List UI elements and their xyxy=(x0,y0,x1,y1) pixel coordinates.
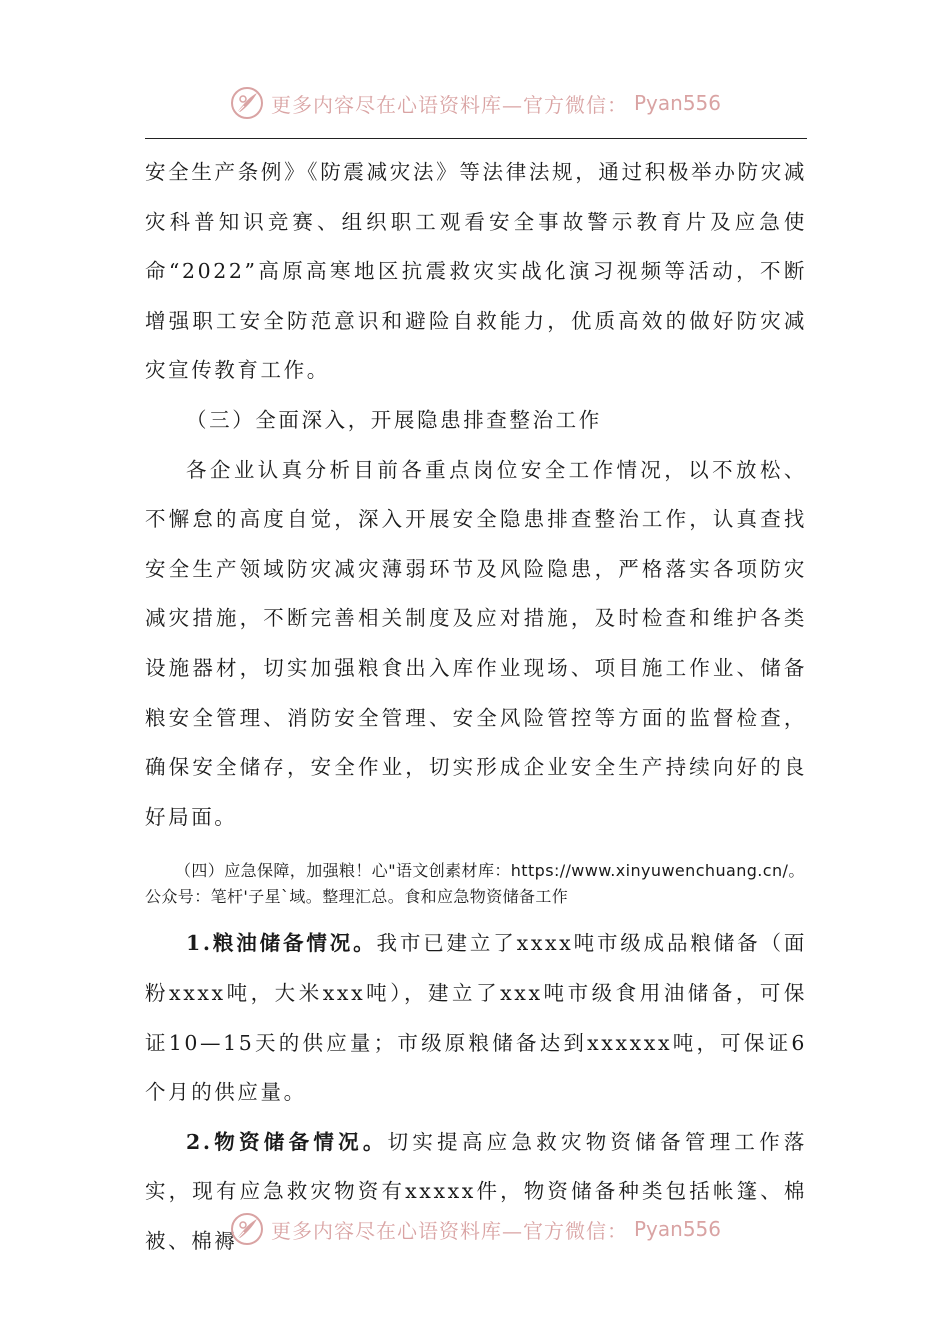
quill-logo-icon xyxy=(229,1211,265,1247)
item-2-text: 切实提高应急救灾物资储备管理工作落实，现有应急救灾物资有xxxxx件，物资储备种类包括帐篷、棉被、棉褥 xyxy=(145,1129,807,1253)
item-2-title: 2.物资储备情况。 xyxy=(186,1129,388,1154)
section-heading-4-note: （四）应急保障，加强粮！心"语文创素材库：https://www.xinyuwenchuang.cn/。公众号：笔杆'子星`域。整理汇总。食和应急物资储备工作 xyxy=(145,861,805,906)
header-brand xyxy=(229,85,721,121)
item-1-text: 我市已建立了xxxx吨市级成品粮储备（面粉xxxx吨，大米xxx吨），建立了xxx吨市级食用油储备，可保证10—15天的供应量；市级原粮储备达到xxxxxx吨，可保证6个月的供应量。 xyxy=(145,931,807,1105)
footer-brand-text: 更多内容尽在心语资料库—官方微信： xyxy=(270,1218,628,1243)
document-body xyxy=(145,148,807,1266)
quill-logo-icon xyxy=(229,85,265,121)
section-heading-3: （三）全面深入，开展隐患排查整治工作 xyxy=(186,407,602,432)
header-brand-text: 更多内容尽在心语资料库—官方微信： xyxy=(270,92,628,117)
paragraph-2: 各企业认真分析目前各重点岗位安全工作情况，以不放松、不懈怠的高度自觉，深入开展安全隐患排查整治工作，认真查找安全生产领域防灾减灾薄弱环节及风险隐患，严格落实各项防灾减灾措施，不断完善相关制度及应对措施，及时检查和维护各类设施器材，切实加强粮食出入库作业现场、项目施工作业、储备粮安全管理、消防安全管理、安全风险管控等方面的监督检查，确保安全储存，安全作业，切实形成企业安全生产持续向好的良好局面。 xyxy=(145,457,807,829)
footer-brand-handle: Pyan556 xyxy=(633,1217,721,1241)
item-1-title: 1.粮油储备情况。 xyxy=(186,931,377,956)
footer-brand xyxy=(229,1211,721,1247)
paragraph-1: 安全生产条例》《防震减灾法》等法律法规，通过积极举办防灾减灾科普知识竞赛、组织职工观看安全事故警示教育片及应急使命“2022”高原高寒地区抗震救灾实战化演习视频等活动，不断增强职工安全防范意识和避险自救能力，优质高效的做好防灾减灾宣传教育工作。 xyxy=(145,160,807,383)
page-footer xyxy=(0,1204,950,1254)
page-header xyxy=(0,78,950,128)
header-brand-handle: Pyan556 xyxy=(633,91,721,115)
header-divider xyxy=(145,138,807,139)
item-1 xyxy=(145,919,807,1117)
